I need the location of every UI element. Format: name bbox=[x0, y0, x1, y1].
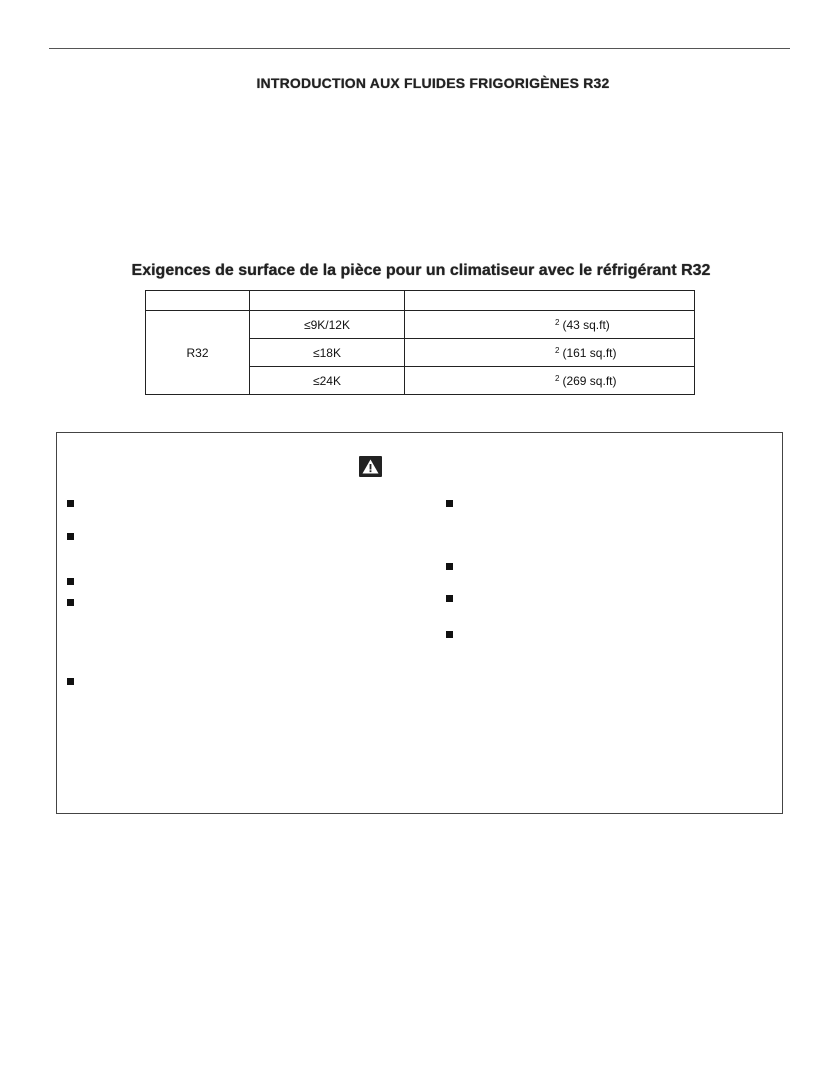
bullet-marker bbox=[446, 631, 453, 638]
area-value: (43 sq.ft) bbox=[562, 317, 610, 332]
header-cell-refrigerant bbox=[146, 291, 250, 311]
header-cell-min-area bbox=[405, 291, 695, 311]
area-value: (269 sq.ft) bbox=[562, 373, 617, 388]
page-title: INTRODUCTION AUX FLUIDES FRIGORIGÈNES R32 bbox=[256, 75, 610, 91]
table-caption: Exigences de surface de la pièce pour un climatiseur avec le réfrigérant R32 bbox=[131, 262, 711, 279]
bullet-marker bbox=[446, 500, 453, 507]
refrigerant-cell: R32 bbox=[146, 311, 250, 395]
table-header-row bbox=[146, 291, 695, 311]
room-area-table bbox=[145, 290, 695, 395]
bullet-marker bbox=[67, 578, 74, 585]
warning-triangle-icon bbox=[359, 456, 382, 477]
area-superscript: 2 bbox=[555, 373, 560, 383]
bullet-marker bbox=[446, 595, 453, 602]
area-value: (161 sq.ft) bbox=[562, 345, 617, 360]
bullet-marker bbox=[67, 533, 74, 540]
warning-box bbox=[56, 432, 783, 814]
table-row bbox=[146, 311, 695, 339]
capacity-cell: ≤24K bbox=[250, 367, 405, 395]
area-cell bbox=[405, 339, 695, 367]
capacity-cell: ≤18K bbox=[250, 339, 405, 367]
header-cell-capacity bbox=[250, 291, 405, 311]
bullet-marker bbox=[67, 678, 74, 685]
area-superscript: 2 bbox=[555, 345, 560, 355]
area-cell bbox=[405, 367, 695, 395]
bullet-marker bbox=[67, 599, 74, 606]
area-cell bbox=[405, 311, 695, 339]
header-rule bbox=[49, 48, 790, 49]
bullet-marker bbox=[67, 500, 74, 507]
capacity-cell: ≤9K/12K bbox=[250, 311, 405, 339]
bullet-marker bbox=[446, 563, 453, 570]
area-superscript: 2 bbox=[555, 317, 560, 327]
